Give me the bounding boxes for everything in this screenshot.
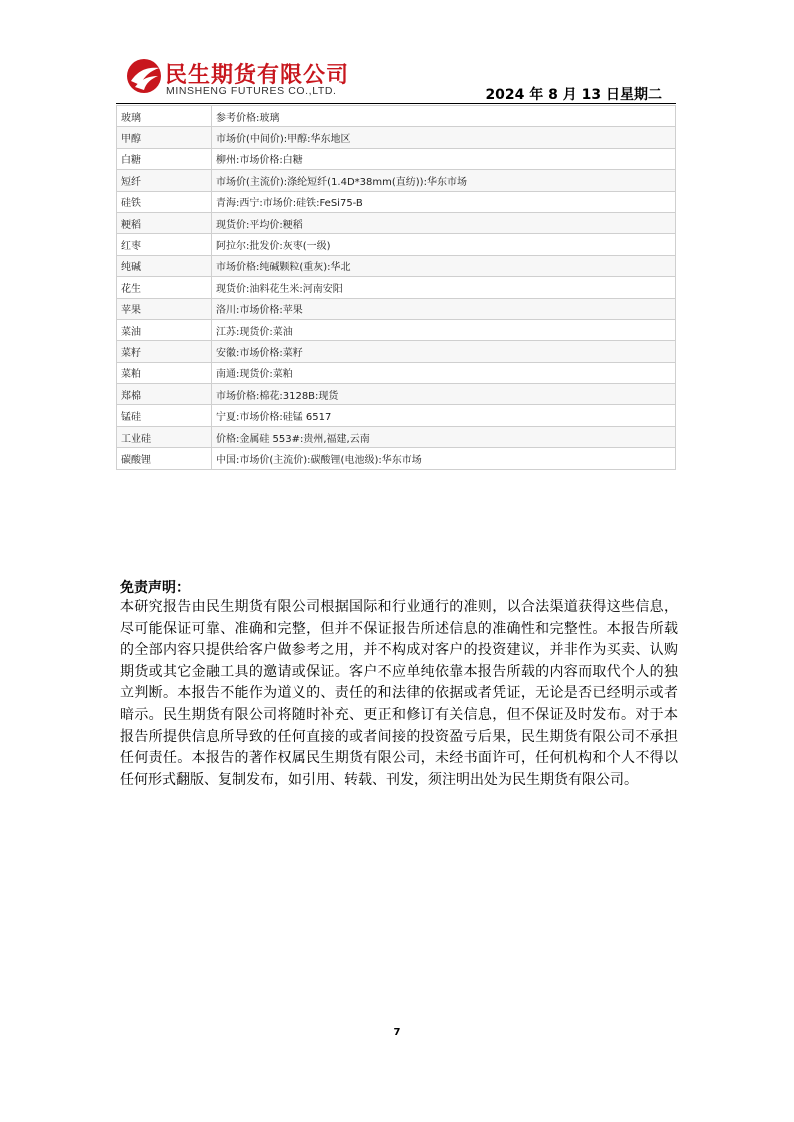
table-row: [117, 405, 676, 426]
commodity-name-cell: 红枣: [117, 234, 212, 255]
price-source-cell: 参考价格:玻璃: [212, 106, 676, 127]
price-source-cell: 江苏:现货价:菜油: [212, 319, 676, 340]
page-number: 7: [393, 1027, 401, 1038]
price-source-cell: 现货价:平均价:粳稻: [212, 212, 676, 233]
company-logo: [125, 57, 365, 99]
commodity-name-cell: 短纤: [117, 170, 212, 191]
commodity-name-cell: 郑棉: [117, 384, 212, 405]
commodity-name-cell: 纯碱: [117, 255, 212, 276]
table-row: [117, 148, 676, 169]
table-row: [117, 234, 676, 255]
commodity-name-cell: 碳酸锂: [117, 448, 212, 469]
table-row: [117, 191, 676, 212]
commodity-name-cell: 苹果: [117, 298, 212, 319]
price-source-cell: 宁夏:市场价格:硅锰 6517: [212, 405, 676, 426]
commodity-name-cell: 粳稻: [117, 212, 212, 233]
price-source-cell: 阿拉尔:批发价:灰枣(一级): [212, 234, 676, 255]
price-source-table: [116, 105, 676, 470]
price-source-cell: 市场价格:棉花:3128B:现货: [212, 384, 676, 405]
price-source-cell: 中国:市场价(主流价):碳酸锂(电池级):华东市场: [212, 448, 676, 469]
commodity-name-cell: 锰硅: [117, 405, 212, 426]
commodity-name-cell: 玻璃: [117, 106, 212, 127]
table-row: [117, 170, 676, 191]
header-divider: [116, 103, 676, 104]
table-row: [117, 212, 676, 233]
table-row: [117, 341, 676, 362]
company-name-en: MINSHENG FUTURES CO.,LTD.: [166, 85, 337, 97]
price-source-cell: 洛川:市场价格:苹果: [212, 298, 676, 319]
commodity-name-cell: 菜粕: [117, 362, 212, 383]
commodity-name-cell: 花生: [117, 277, 212, 298]
table-row: [117, 106, 676, 127]
price-source-cell: 价格:金属硅 553#:贵州,福建,云南: [212, 426, 676, 447]
table-row: [117, 255, 676, 276]
minsheng-logo-icon: [125, 57, 163, 95]
price-source-cell: 现货价:油料花生米:河南安阳: [212, 277, 676, 298]
table-row: [117, 384, 676, 405]
table-row: [117, 426, 676, 447]
price-source-cell: 市场价(主流价):涤纶短纤(1.4D*38mm(直纺)):华东市场: [212, 170, 676, 191]
table-row: [117, 127, 676, 148]
table-row: [117, 448, 676, 469]
table-row: [117, 277, 676, 298]
price-source-cell: 市场价(中间价):甲醇:华东地区: [212, 127, 676, 148]
disclaimer-title: 免责声明：: [120, 580, 190, 596]
commodity-name-cell: 菜籽: [117, 341, 212, 362]
commodity-name-cell: 白糖: [117, 148, 212, 169]
commodity-name-cell: 菜油: [117, 319, 212, 340]
price-source-cell: 柳州:市场价格:白糖: [212, 148, 676, 169]
table-row: [117, 319, 676, 340]
price-source-cell: 青海:西宁:市场价:硅铁:FeSi75-B: [212, 191, 676, 212]
commodity-name-cell: 甲醇: [117, 127, 212, 148]
table-row: [117, 298, 676, 319]
disclaimer-body: 本研究报告由民生期货有限公司根据国际和行业通行的准则，以合法渠道获得这些信息，尽可能保证可靠、准确和完整，但并不保证报告所述信息的准确性和完整性。本报告所载的全部内容只提供给客户做参考之用，并不构成对客户的投资建议，并非作为买卖、认购期货或其它金融工具的邀请或保证。客户不应单纯依靠本报告所载的内容而取代个人的独立判断。本报告不能作为道义的、责任的和法律的依据或者凭证，无论是否已经明示或者暗示。民生期货有限公司将随时补充、更正和修订有关信息，但不保证及时发布。对于本报告所提供信息所导致的任何直接的或者间接的投资盈亏后果，民生期货有限公司不承担任何责任。本报告的著作权属民生期货有限公司，未经书面许可，任何机构和个人不得以任何形式翻版、复制发布，如引用、转载、刊发，须注明出处为民生期货有限公司。: [120, 599, 678, 788]
company-name-cn: 民生期货有限公司: [165, 63, 350, 88]
price-source-cell: 安徽:市场价格:菜籽: [212, 341, 676, 362]
price-source-cell: 市场价格:纯碱颗粒(重灰):华北: [212, 255, 676, 276]
report-date: 2024 年 8 月 13 日星期二: [485, 87, 662, 103]
commodity-name-cell: 工业硅: [117, 426, 212, 447]
price-source-cell: 南通:现货价:菜粕: [212, 362, 676, 383]
commodity-name-cell: 硅铁: [117, 191, 212, 212]
table-row: [117, 362, 676, 383]
